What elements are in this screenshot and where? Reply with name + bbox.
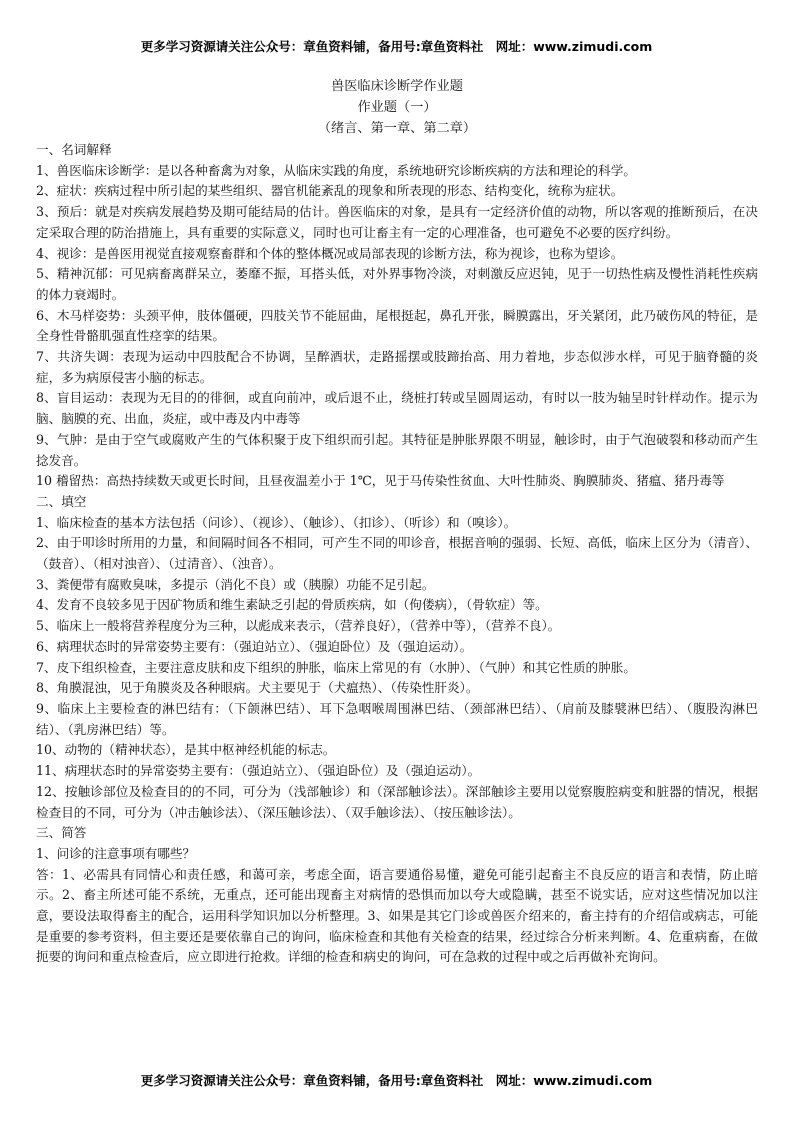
section-fill-in <box>36 492 758 823</box>
list-item: 2、症状：疾病过程中所引起的某些组织、器官机能紊乱的现象和所表现的形态、结构变化，统称为症状。 <box>36 183 624 199</box>
section-short-answer <box>36 823 758 968</box>
document-body <box>36 76 758 968</box>
list-item: 3、粪便带有腐败臭味，多提示（消化不良）或（胰腺）功能不足引起。 <box>36 576 435 592</box>
list-item: 8、角膜混浊，见于角膜炎及各种眼病。犬主要见于（犬瘟热）、（传染性肝炎）。 <box>36 680 479 696</box>
section-heading: 二、填空 <box>36 493 87 509</box>
list-item: 5、临床上一般将营养程度分为三种，以彪成来表示，（营养良好），（营养中等），（营养不良）。 <box>36 618 561 634</box>
list-item: 12、按触诊部位及检查目的的不同，可分为（浅部触诊）和（深部触诊法）。深部触诊主要用以觉察腹腔病变和脏器的情况，根据检查目的不同，可分为（冲击触诊法）、（深压触诊法）、（双手触诊法）、（按压触诊法）。 <box>36 783 758 820</box>
list-item: 3、预后：就是对疾病发展趋势及期可能结局的估计。兽医临床的对象，是具有一定经济价值的动物，所以客观的推断预后，在决定采取合理的防治措施上，具有重要的实际意义，同时也可让畜主有一定的心理准备，也可避免不必要的医疗纠纷。 <box>36 204 758 240</box>
list-item: 4、视诊：是兽医用视觉直接观察畜群和个体的整体概况或局部表现的诊断方法，称为视诊，也称为望诊。 <box>36 245 624 261</box>
list-item: 6、木马样姿势：头颈平伸，肢体僵硬，四肢关节不能屈曲，尾根挺起，鼻孔开张，瞬膜露出，牙关紧闭，此乃破伤风的特征，是全身性骨骼肌强直性痉挛的结果。 <box>36 307 758 344</box>
list-item: 7、皮下组织检查，主要注意皮肤和皮下组织的肿胀，临床上常见的有（水肿）、（气肿）和其它性质的肿胀。 <box>36 659 636 675</box>
footer-banner: 更多学习资源请关注公众号：章鱼资料铺，备用号:章鱼资料社 网址：www.zimudi.com <box>140 1073 653 1088</box>
question: 1、问诊的注意事项有哪些？ <box>36 845 196 861</box>
list-item: 2、由于叩诊时所用的力量，和间隔时间各不相同，可产生不同的叩诊音，根据音响的强弱、长短、高低，临床上区分为（清音）、（鼓音）、（相对浊音）、（过清音）、（浊音）。 <box>36 535 758 572</box>
list-item: 7、共济失调：表现为运动中四肢配合不协调，呈醉酒状，走路摇摆或肢蹄抬高、用力着地，步态似涉水样，可见于脑脊髓的炎症，多为病原侵害小脑的标志。 <box>36 349 758 385</box>
list-item: 8、盲目运动：表现为无目的的徘徊，或直向前冲，或后退不止，绕桩打转或呈圆周运动，有时以一肢为轴呈时针样动作。提示为脑、脑膜的充、出血，炎症，或中毒及内中毒等 <box>36 390 758 427</box>
list-item: 10 稽留热：高热持续数天或更长时间，且昼夜温差小于 1℃，见于马传染性贫血、大叶性肺炎、胸膜肺炎、猪瘟、猪丹毒等 <box>36 473 725 489</box>
document-chapters: （绪言、第一章、第二章） <box>317 121 477 136</box>
list-item: 11、病理状态时的异常姿势主要有：（强迫站立）、（强迫卧位）及（强迫运动）。 <box>36 763 481 779</box>
list-item: 1、临床检查的基本方法包括（问诊）、（视诊）、（触诊）、（扣诊）、（听诊）和（嗅诊）。 <box>36 514 517 530</box>
list-item: 10、动物的（精神状态），是其中枢神经机能的标志。 <box>36 742 336 758</box>
list-item: 4、发育不良较多见于因矿物质和维生素缺乏引起的骨质疾病，如（佝偻病），（骨软症）等。 <box>36 597 548 613</box>
list-item: 5、精神沉郁：可见病畜离群呆立，萎靡不振，耳搭头低，对外界事物冷淡，对刺激反应迟钝，见于一切热性病及慢性消耗性疾病的体力衰竭时。 <box>36 266 758 302</box>
header-banner: 更多学习资源请关注公众号：章鱼资料铺，备用号:章鱼资料社 网址：www.zimudi.com <box>140 39 653 54</box>
section-heading: 一、名词解释 <box>36 142 112 157</box>
document-subtitle: 作业题（一） <box>357 100 437 115</box>
section-definitions <box>36 140 758 492</box>
list-item: 9、临床上主要检查的淋巴结有：（下颌淋巴结）、耳下急咽喉周围淋巴结、（颈部淋巴结）、（肩前及膝襞淋巴结）、（腹股沟淋巴结）、（乳房淋巴结）等。 <box>36 700 758 737</box>
list-item: 6、病理状态时的异常姿势主要有：（强迫站立）、（强迫卧位）及（强迫运动）。 <box>36 638 473 654</box>
list-item: 9、气肿：是由于空气或腐败产生的气体积聚于皮下组织而引起。其特征是肿胀界限不明显，触诊时，由于气泡破裂和移动而产生捻发音。 <box>36 431 758 468</box>
section-heading: 三、简答 <box>36 825 87 841</box>
document-title: 兽医临床诊断学作业题 <box>331 79 463 94</box>
list-item: 1、兽医临床诊断学：是以各种畜禽为对象，从临床实践的角度，系统地研究诊断疾病的方法和理论的科学。 <box>36 162 636 178</box>
answer: 答：1、必需具有同情心和责任感，和蔼可亲，考虑全面，语言要通俗易懂，避免可能引起畜主不良反应的语言和表情，防止暗示。2、畜主所述可能不系统，无重点，还可能出现畜主对病情的恐惧而加以夸大或隐瞒，甚至不说实话，应对这些情况加以注意，要设法取得畜主的配合，运用科学知识加以分析整理。3、如果是其它门诊或兽医介绍来的，畜主持有的介绍信或病志，可能是重要的参考资料，但主要还是要依靠自己的询问，临床检查和其他有关检查的结果，经过综合分析来判断。4、危重病畜，在做扼要的询问和重点检查后，应立即进行抢救。详细的检查和病史的询问，可在急救的过程中或之后再做补充询问。 <box>36 866 758 965</box>
